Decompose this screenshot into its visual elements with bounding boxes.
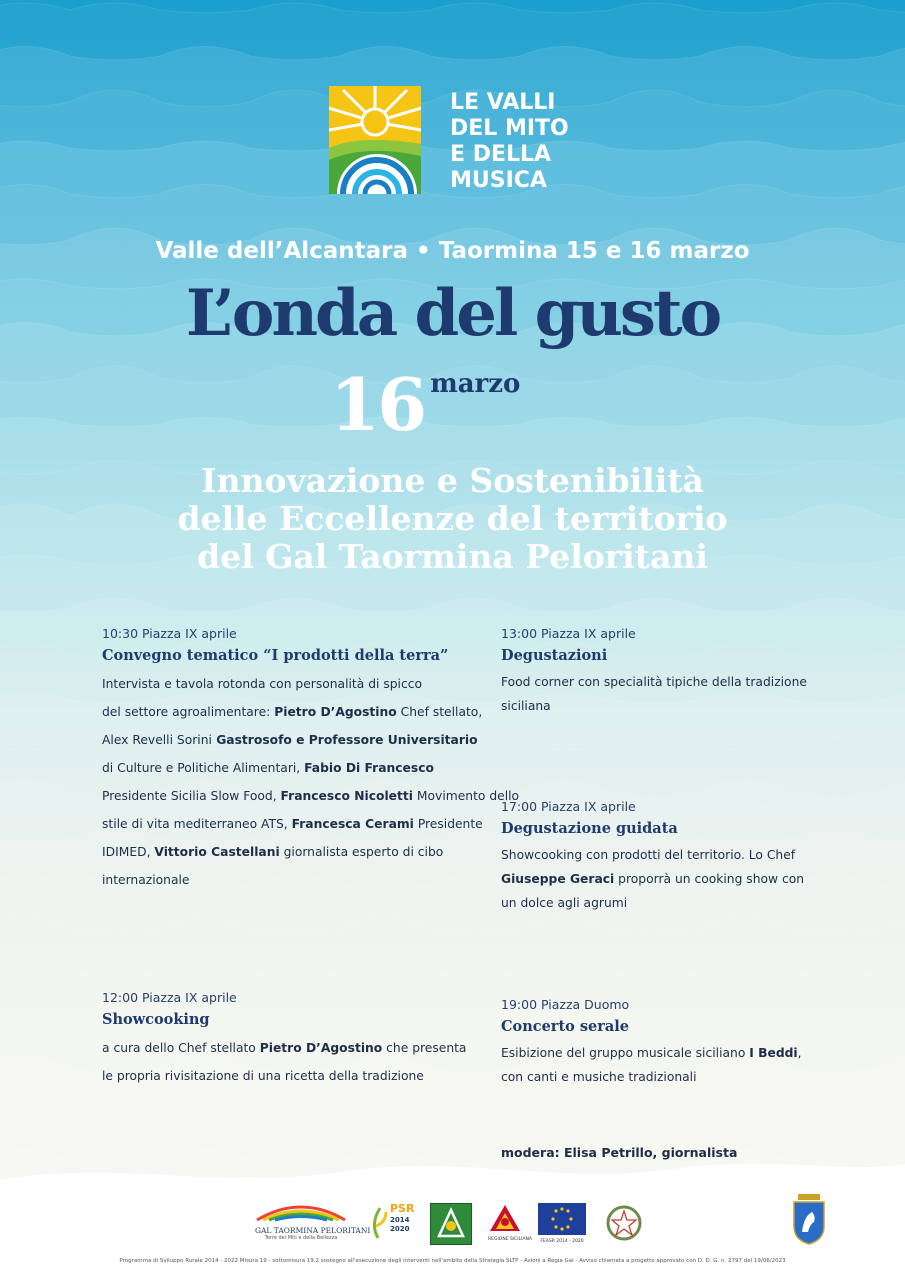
event-title: Convegno tematico “I prodotti della terra”: [102, 647, 449, 664]
description-line: [102, 670, 502, 698]
highlighted-name: Vittorio Castellani: [154, 845, 280, 859]
description-line: [102, 866, 502, 894]
description-text: che presenta: [382, 1041, 467, 1055]
event-title: Showcooking: [102, 1011, 210, 1028]
event-description: [501, 670, 841, 718]
leader-star-icon: [431, 1204, 471, 1244]
gal-taormina-logo: [255, 1200, 371, 1242]
description-text: Food corner con specialità tipiche della tradizione: [501, 675, 807, 689]
description-text: stile di vita mediterraneo ATS,: [102, 817, 292, 831]
event-degustazione-guidata: [501, 799, 841, 915]
description-line: [102, 726, 502, 754]
feasr-label: FEASR 2014 - 2020: [540, 1239, 584, 1244]
description-line: [501, 891, 841, 915]
sun-valley-logo-icon: [329, 86, 421, 194]
regione-siciliana-logo: [488, 1203, 532, 1245]
event-concerto: [501, 997, 841, 1089]
description-line: [102, 810, 502, 838]
logo-line: DEL MITO: [450, 116, 569, 141]
event-showcooking: [102, 990, 502, 1090]
description-text: un dolce agli agrumi: [501, 896, 628, 910]
main-title: L’onda del gusto: [185, 276, 720, 351]
date-month: marzo: [430, 369, 521, 399]
description-line: [501, 670, 841, 694]
event-description: [102, 670, 520, 894]
featured-date: [330, 362, 520, 447]
description-line: [501, 1041, 841, 1065]
description-text: a cura dello Chef stellato: [102, 1041, 260, 1055]
event-degustazioni: [501, 626, 841, 718]
event-convegno: [102, 626, 520, 894]
highlighted-name: Francesca Cerami: [291, 817, 414, 831]
description-line: [102, 754, 502, 782]
description-text: Chef stellato,: [396, 705, 483, 719]
event-time: 19:00 Piazza Duomo: [501, 997, 630, 1012]
eu-flag-icon: [538, 1203, 586, 1235]
event-description: [501, 843, 841, 915]
italian-republic-emblem-icon: [606, 1205, 642, 1241]
event-title: Degustazione guidata: [501, 820, 678, 837]
description-line: [102, 782, 520, 810]
event-description: [102, 1034, 502, 1090]
highlighted-name: Giuseppe Geraci: [501, 872, 615, 886]
description-text: giornalista esperto di cibo: [279, 845, 444, 859]
description-line: [501, 694, 841, 718]
description-text: siciliana: [501, 699, 551, 713]
gal-rainbow-icon: [255, 1200, 347, 1222]
event-title: Concerto serale: [501, 1018, 630, 1035]
event-time: 10:30 Piazza IX aprile: [102, 626, 237, 641]
logo-wordmark: [450, 90, 569, 194]
description-line: [102, 1062, 502, 1090]
description-text: Alex Revelli Sorini: [102, 733, 212, 747]
theme-line: del Gal Taormina Peloritani: [197, 537, 708, 576]
date-day: 16: [330, 362, 425, 447]
eu-feasr-logo: [538, 1203, 586, 1245]
description-line: [501, 1065, 841, 1089]
event-time: 17:00 Piazza IX aprile: [501, 799, 636, 814]
theme-line: delle Eccellenze del territorio: [177, 499, 728, 538]
logo-line: LE VALLI: [450, 90, 556, 115]
description-line: [102, 698, 502, 726]
gal-name: GAL TAORMINA PELORITANI: [255, 1226, 371, 1235]
description-text: Intervista e tavola rotonda con personalità di spicco: [102, 677, 422, 691]
description-text: Presidente Sicilia Slow Food,: [102, 789, 281, 803]
psr-logo: [368, 1202, 416, 1244]
regione-label: REGIONE SICILIANA: [488, 1237, 532, 1242]
highlighted-name: I Beddi: [749, 1046, 798, 1060]
leaf-icon: [368, 1204, 388, 1240]
psr-years: 2014 2020: [390, 1216, 410, 1233]
description-text: di Culture e Politiche Alimentari,: [102, 761, 305, 775]
description-text: le propria rivisitazione di una ricetta della tradizione: [102, 1069, 424, 1083]
description-text: con canti e musiche tradizionali: [501, 1070, 697, 1084]
description-text: Showcooking con prodotti del territorio. Lo Chef: [501, 848, 796, 862]
event-time: 12:00 Piazza IX aprile: [102, 990, 237, 1005]
highlighted-name: Francesco Nicoletti: [280, 789, 413, 803]
description-line: [501, 843, 841, 867]
description-line: [102, 838, 502, 866]
gal-tagline: Terre dei Miti e della Bellezza: [264, 1235, 338, 1241]
description-text: ,: [797, 1046, 802, 1060]
event-description: [501, 1041, 841, 1089]
trinacria-icon: [488, 1203, 522, 1233]
theme-heading: [0, 462, 905, 576]
theme-line: Innovazione e Sostenibilità: [201, 461, 704, 500]
description-text: proporrà un cooking show con: [614, 872, 805, 886]
leader-logo: [430, 1203, 472, 1245]
event-time: 13:00 Piazza IX aprile: [501, 626, 636, 641]
description-text: Movimento dello: [413, 789, 520, 803]
logo-line: MUSICA: [450, 168, 547, 193]
highlighted-name: Gastrosofo e Professore Universitario: [211, 733, 478, 747]
description-text: Esibizione del gruppo musicale siciliano: [501, 1046, 750, 1060]
description-text: del settore agroalimentare:: [102, 705, 275, 719]
description-text: Presidente: [413, 817, 483, 831]
description-line: [102, 1034, 502, 1062]
description-line: [501, 867, 841, 891]
event-location-dates: Valle dell’Alcantara • Taormina 15 e 16 marzo: [155, 238, 750, 264]
highlighted-name: Fabio Di Francesco: [304, 761, 434, 775]
logo-line: E DELLA: [450, 142, 552, 167]
taormina-coat-of-arms-icon: [790, 1192, 828, 1246]
description-text: internazionale: [102, 873, 190, 887]
moderator-note: modera: Elisa Petrillo, giornalista: [501, 1145, 738, 1160]
highlighted-name: Pietro D’Agostino: [259, 1041, 383, 1055]
event-title: Degustazioni: [501, 647, 608, 664]
psr-label: PSR: [390, 1202, 415, 1215]
description-text: IDIMED,: [102, 845, 155, 859]
highlighted-name: Pietro D’Agostino: [274, 705, 397, 719]
legal-footnote: Programma di Sviluppo Rurale 2014 - 2022 Misura 19 - sottomisura 19.2 sostegno all'esecuzione degli interventi nell'ambito della Strategia SLTP - Azioni a Regia Gal - Avviso chiamata a progetto approvato con D. D. G. n. 2797 del 19/06/2023: [119, 1258, 786, 1264]
